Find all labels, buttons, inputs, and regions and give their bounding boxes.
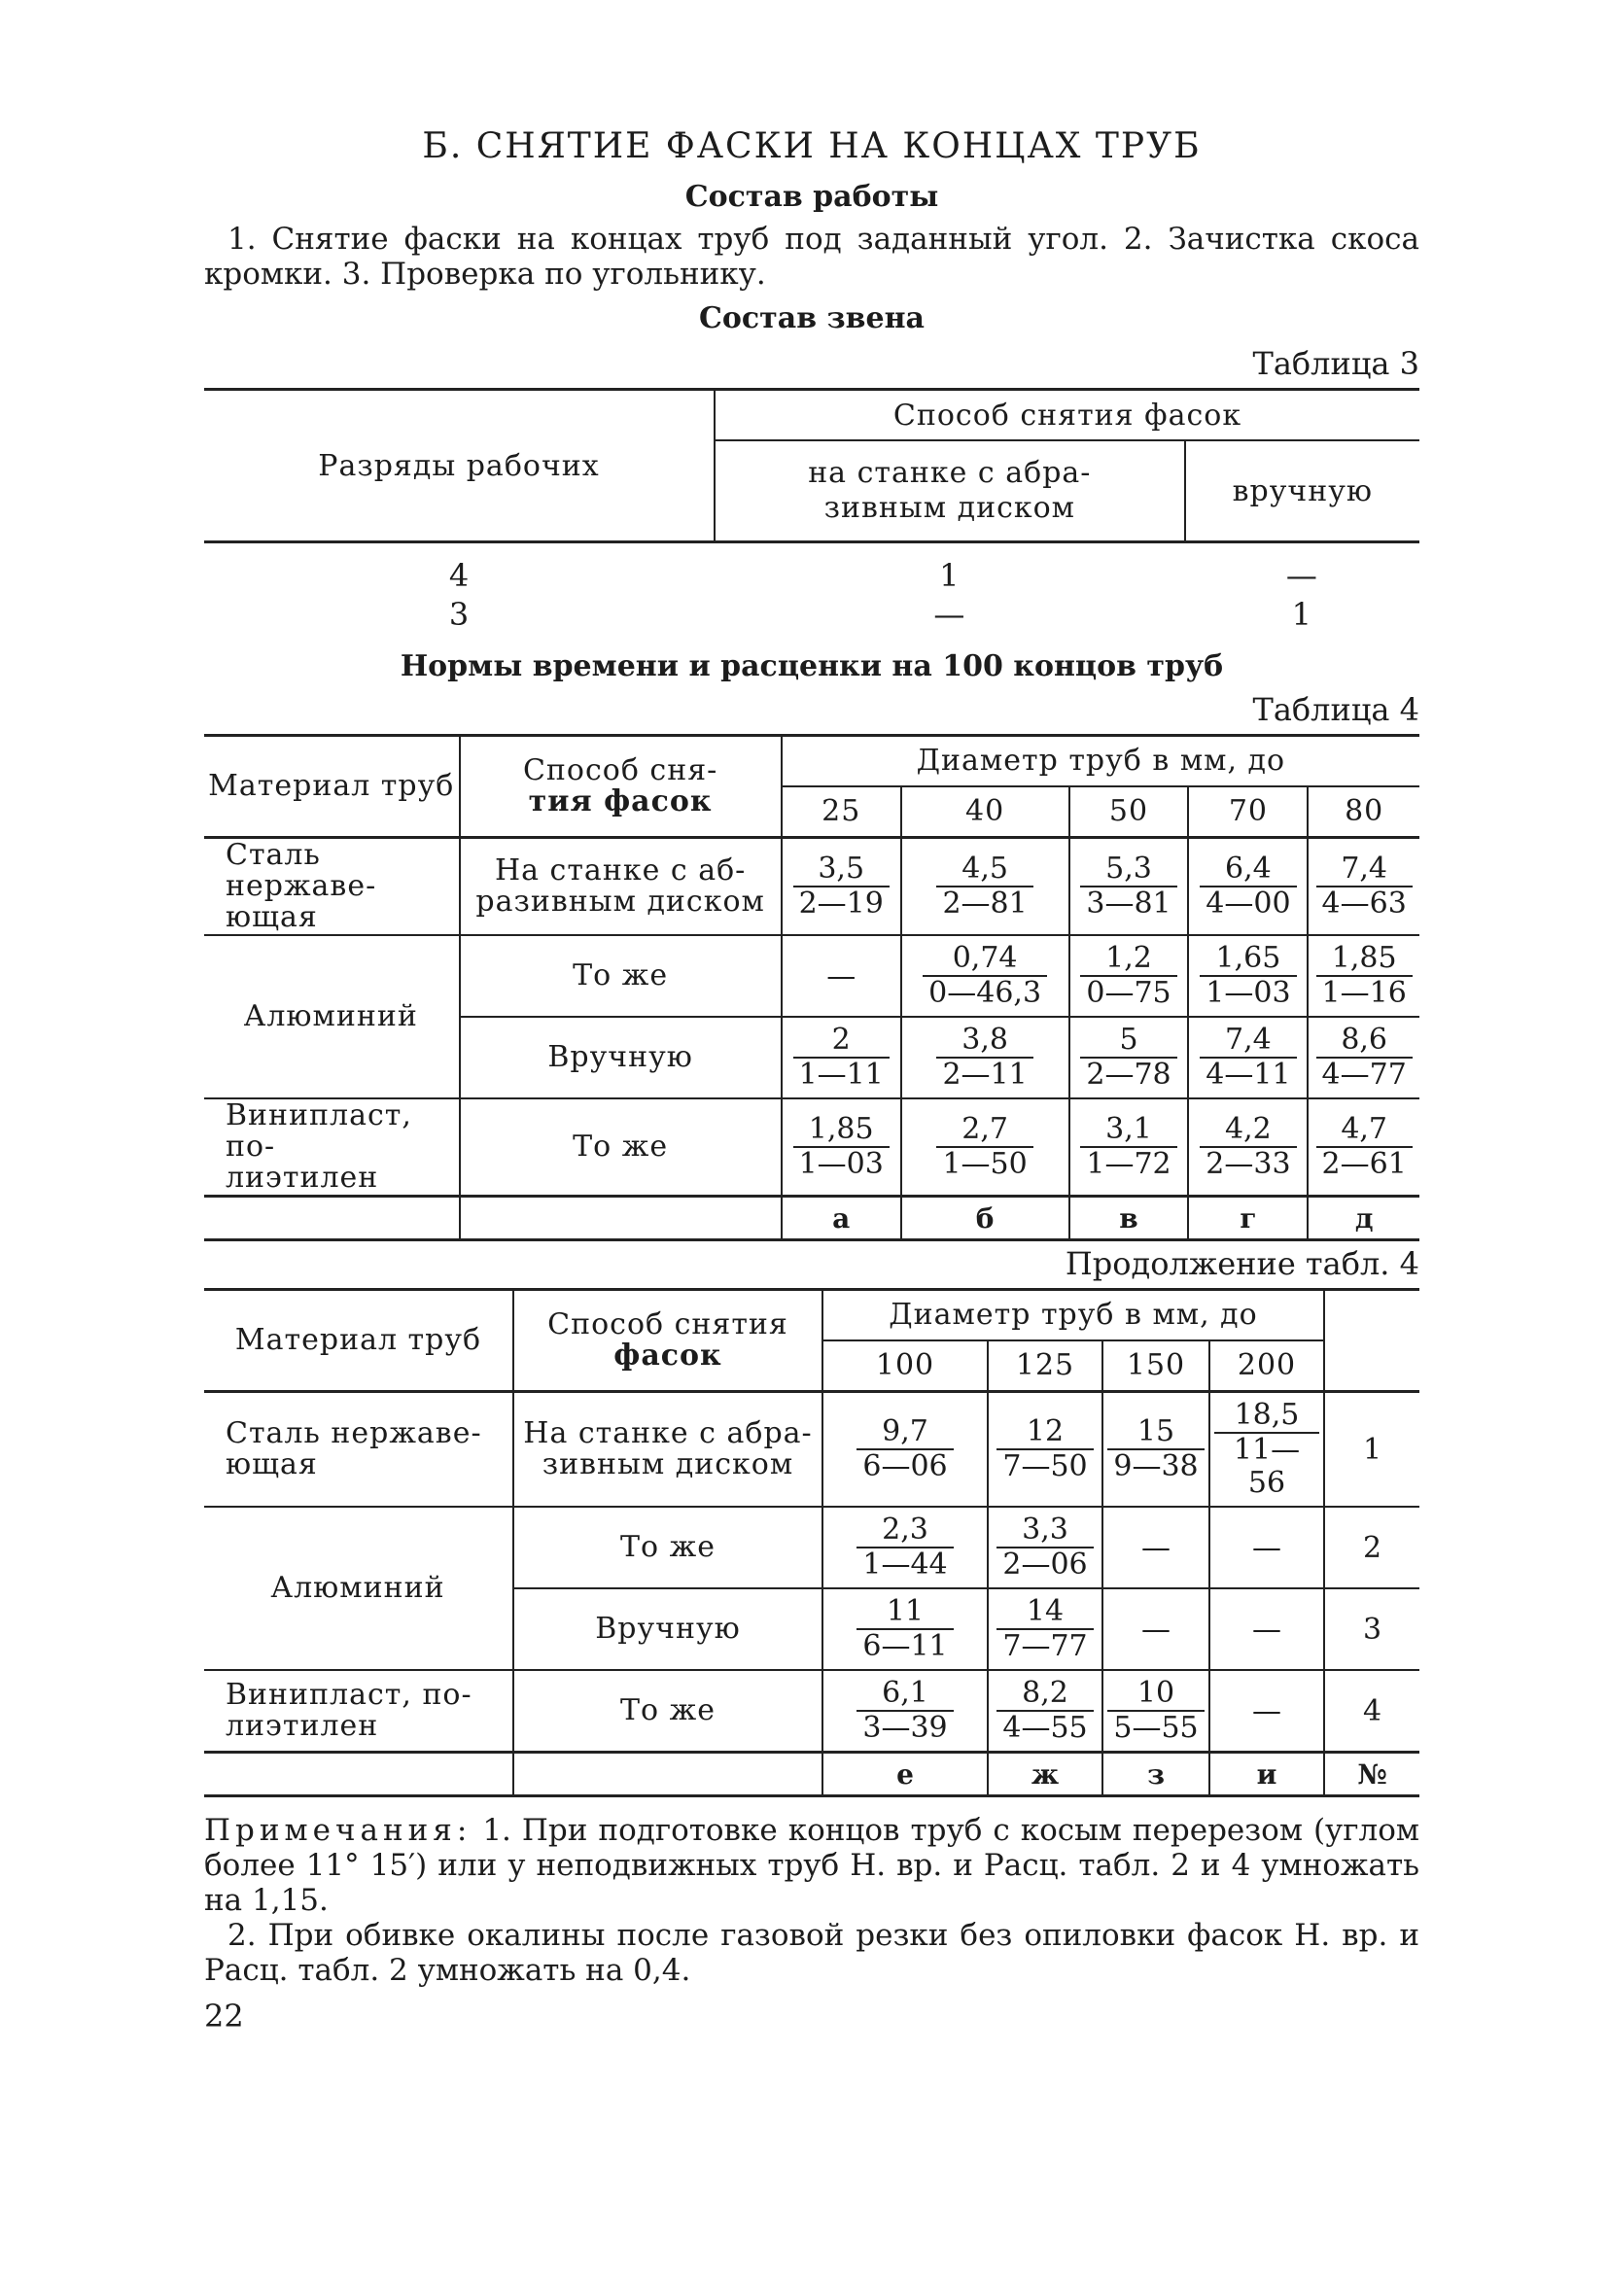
- norm-fraction: [1214, 1399, 1319, 1500]
- t4c-row-number: 3: [1324, 1588, 1419, 1670]
- rate-price: 2—81: [942, 887, 1028, 921]
- norm-fraction: [996, 1513, 1093, 1582]
- table-row: [204, 1392, 1419, 1508]
- t4-letter-blank: [204, 1197, 460, 1240]
- t4-material-vinyl: [204, 1098, 460, 1197]
- rate-cell: [988, 1670, 1102, 1753]
- rate-price: 2—33: [1206, 1147, 1291, 1181]
- time-norm: —: [1252, 1612, 1281, 1647]
- table4-cont-label: Продолжение табл. 4: [1065, 1245, 1419, 1282]
- rate-cell: [1069, 935, 1189, 1017]
- rate-cell: [1209, 1507, 1324, 1588]
- col-rank: Разряды рабочих: [204, 390, 715, 542]
- t4c-material-steel-l2: ющая: [226, 1447, 318, 1481]
- t4-method-same: То же: [460, 1098, 782, 1197]
- rate-cell: [1069, 838, 1189, 936]
- rate-cell: [901, 1017, 1069, 1098]
- t4-method-same: То же: [460, 935, 782, 1017]
- rate-price: 5—55: [1113, 1711, 1199, 1745]
- rate-cell: [1209, 1392, 1324, 1508]
- time-norm: 3,1: [1080, 1113, 1176, 1148]
- norm-fraction: [1316, 942, 1413, 1010]
- t4c-col-method-l2: фасок: [613, 1339, 722, 1373]
- rate-cell: [1308, 1098, 1419, 1197]
- rate-price: 1—50: [942, 1147, 1028, 1181]
- norm-fraction: [923, 942, 1047, 1010]
- rate-price: 1—72: [1086, 1147, 1171, 1181]
- norm-fraction: [1200, 1024, 1296, 1092]
- t4-material-aluminium: Алюминий: [204, 935, 460, 1098]
- rate-cell: [988, 1392, 1102, 1508]
- table-row: [204, 838, 1419, 936]
- work-heading: Состав работы: [684, 180, 939, 214]
- rate-cell: [822, 1392, 988, 1508]
- t4c-letter-blank: [204, 1753, 513, 1796]
- rate-price: 4—55: [1002, 1711, 1088, 1745]
- rate-price: 4—00: [1206, 887, 1291, 921]
- t4-letter: в: [1069, 1197, 1189, 1240]
- manual-cell: —: [1285, 557, 1318, 594]
- rate-price: 7—50: [1002, 1449, 1088, 1483]
- note-1: [204, 1813, 1419, 1918]
- t4c-diameter: 125: [988, 1340, 1102, 1392]
- table-row: [204, 1670, 1419, 1753]
- t4c-material-steel: [204, 1392, 513, 1508]
- norm-fraction: [936, 1113, 1032, 1181]
- norm-fraction: [856, 1677, 953, 1745]
- norm-fraction: [1200, 942, 1296, 1010]
- time-norm: 1,85: [793, 1113, 890, 1148]
- rate-price: 11—56: [1233, 1433, 1301, 1500]
- rate-cell: [782, 838, 901, 936]
- t4c-method-station-l1: На станке с абра-: [523, 1416, 813, 1450]
- time-norm: —: [1252, 1693, 1281, 1728]
- manual-cell: 1: [1291, 596, 1312, 633]
- rate-cell: [822, 1507, 988, 1588]
- table-3: [204, 388, 1419, 634]
- note-1-text: 1. При подготовке концов труб с косым перерезом (углом более 11° 15′) или у неподвижных труб Н. вр. и Расц. табл. 2 и 4 умножать на 1,15.: [204, 1813, 1419, 1918]
- t4c-material-vinyl-l2: лиэтилен: [226, 1709, 379, 1743]
- t4c-letter: з: [1102, 1753, 1209, 1796]
- t4c-diameter: 200: [1209, 1340, 1324, 1392]
- col-station: [715, 440, 1185, 542]
- time-norm: —: [826, 958, 856, 993]
- crew-heading: Состав звена: [699, 301, 925, 335]
- norm-fraction: [793, 852, 890, 921]
- rate-price: 0—46,3: [928, 976, 1042, 1010]
- t4c-material-steel-l1: Сталь нержаве-: [226, 1416, 482, 1450]
- rate-price: 2—61: [1321, 1147, 1407, 1181]
- table3-label: Таблица 3: [1252, 345, 1419, 382]
- time-norm: 12: [996, 1415, 1093, 1450]
- rate-price: 1—44: [862, 1548, 948, 1582]
- time-norm: 15: [1107, 1415, 1204, 1450]
- t4c-col-rowno: [1324, 1290, 1419, 1392]
- rate-cell: [782, 935, 901, 1017]
- rate-cell: [822, 1588, 988, 1670]
- rate-cell: [988, 1507, 1102, 1588]
- rate-price: 4—63: [1321, 887, 1407, 921]
- t4-col-method-l1: Способ сня-: [522, 753, 718, 787]
- rate-cell: [1308, 935, 1419, 1017]
- rate-cell: [1209, 1588, 1324, 1670]
- time-norm: 3,8: [936, 1024, 1032, 1059]
- time-norm: 18,5: [1214, 1399, 1319, 1434]
- t4-material-vinyl-l1: Винипласт, по-: [226, 1098, 412, 1164]
- rate-cell: [1188, 935, 1308, 1017]
- rate-price: 2—11: [942, 1058, 1028, 1092]
- norm-fraction: [936, 1024, 1032, 1092]
- t4-material-steel: [204, 838, 460, 936]
- page-number: 22: [204, 1998, 244, 2035]
- rate-cell: [1188, 1098, 1308, 1197]
- t4-col-material: Материал труб: [204, 736, 460, 838]
- time-norm: 6,4: [1200, 852, 1296, 887]
- t4-letter: д: [1354, 1201, 1374, 1235]
- rate-cell: [901, 838, 1069, 936]
- t4c-diameter: 100: [822, 1340, 988, 1392]
- time-norm: 3,3: [996, 1513, 1093, 1548]
- rate-price: 3—39: [862, 1711, 948, 1745]
- norm-fraction: [1107, 1415, 1204, 1483]
- rate-price: 1—03: [798, 1147, 884, 1181]
- t4-material-steel-l2: ющая: [226, 900, 318, 934]
- t4c-method-same: То же: [513, 1507, 822, 1588]
- table-row: [204, 542, 1419, 596]
- t4-method-manual: Вручную: [460, 1017, 782, 1098]
- rate-cell: [782, 1017, 901, 1098]
- time-norm: 2,7: [936, 1113, 1032, 1148]
- t4c-method-manual: Вручную: [513, 1588, 822, 1670]
- norm-fraction: [1316, 852, 1413, 921]
- col-manual: вручную: [1185, 440, 1419, 542]
- t4-method-station: [460, 838, 782, 936]
- t4-diameter: 50: [1069, 786, 1189, 838]
- t4c-letter: ж: [988, 1753, 1102, 1796]
- t4-col-diameter: Диаметр труб в мм, до: [782, 736, 1419, 787]
- t4-diameter: 70: [1188, 786, 1308, 838]
- time-norm: 2: [793, 1024, 890, 1059]
- norm-fraction: [856, 1415, 953, 1483]
- rate-cell: [1102, 1670, 1209, 1753]
- t4-diameter: 80: [1308, 786, 1419, 838]
- rate-cell: [1188, 1017, 1308, 1098]
- t4-letter: б: [901, 1197, 1069, 1240]
- t4-col-method-l2: тия фасок: [528, 784, 713, 818]
- t4-material-steel-l1: Сталь нержаве-: [226, 838, 377, 903]
- t4c-material-aluminium: Алюминий: [204, 1507, 513, 1670]
- rate-price: 6—11: [862, 1629, 948, 1663]
- rate-cell: [782, 1098, 901, 1197]
- rank-cell: 4: [448, 557, 471, 594]
- t4-method-station-l2: разивным диском: [475, 885, 765, 919]
- t4c-diameter: 150: [1102, 1340, 1209, 1392]
- time-norm: 9,7: [856, 1415, 953, 1450]
- rate-cell: [822, 1670, 988, 1753]
- t4-letters-row: [204, 1197, 1419, 1240]
- table-row: [204, 1507, 1419, 1588]
- norm-fraction: [1080, 1113, 1176, 1181]
- station-cell: 1: [939, 557, 961, 594]
- time-norm: 4,5: [936, 852, 1032, 887]
- t4-method-station-l1: На станке с аб-: [494, 853, 747, 887]
- time-norm: 7,4: [1200, 1024, 1296, 1059]
- note-2: 2. При обивке окалины после газовой резки без опиловки фасок Н. вр. и Расц. табл. 2 умножать на 0,4.: [204, 1918, 1419, 1988]
- rate-price: 6—06: [862, 1449, 948, 1483]
- rate-price: 4—77: [1321, 1058, 1407, 1092]
- t4c-material-vinyl: [204, 1670, 513, 1753]
- rate-cell: [1069, 1017, 1189, 1098]
- norm-fraction: [1200, 852, 1296, 921]
- t4c-letter-blank: [513, 1753, 822, 1796]
- t4c-method-station-l2: зивным диском: [542, 1447, 794, 1481]
- col-station-line1: на станке с абра-: [808, 456, 1092, 490]
- time-norm: 1,2: [1080, 942, 1176, 977]
- t4c-col-method: [513, 1290, 822, 1392]
- norm-fraction: [1316, 1024, 1413, 1092]
- norm-fraction: [1200, 1113, 1296, 1181]
- t4-letter: а: [782, 1197, 901, 1240]
- time-norm: —: [1141, 1612, 1171, 1647]
- norm-fraction: [1107, 1677, 1204, 1745]
- time-norm: 3,5: [793, 852, 890, 887]
- t4c-letter: №: [1357, 1757, 1387, 1791]
- t4-material-vinyl-l2: лиэтилен: [226, 1161, 379, 1195]
- time-norm: 10: [1107, 1677, 1204, 1712]
- col-method: Способ снятия фасок: [715, 390, 1419, 441]
- rate-cell: [988, 1588, 1102, 1670]
- t4c-method-station: [513, 1392, 822, 1508]
- work-text: 1. Снятие фаски на концах труб под заданный угол. 2. Зачистка скоса кромки. 3. Проверка по угольнику.: [204, 222, 1419, 292]
- time-norm: 11: [856, 1595, 953, 1630]
- t4c-col-diameter: Диаметр труб в мм, до: [822, 1290, 1324, 1341]
- rate-cell: [901, 1098, 1069, 1197]
- time-norm: 0,74: [923, 942, 1047, 977]
- rate-price: 7—77: [1002, 1629, 1088, 1663]
- norm-fraction: [996, 1595, 1093, 1663]
- rank-cell: 3: [448, 596, 471, 633]
- rate-price: 1—03: [1206, 976, 1291, 1010]
- rate-price: 1—11: [798, 1058, 884, 1092]
- norm-fraction: [793, 1024, 890, 1092]
- t4c-col-method-l1: Способ снятия: [547, 1307, 788, 1341]
- rate-price: 9—38: [1113, 1449, 1199, 1483]
- time-norm: 8,2: [996, 1677, 1093, 1712]
- col-station-line2: зивным диском: [823, 491, 1076, 525]
- time-norm: 4,7: [1316, 1113, 1413, 1148]
- t4c-method-same: То же: [513, 1670, 822, 1753]
- time-norm: 2,3: [856, 1513, 953, 1548]
- t4-diameter: 25: [782, 786, 901, 838]
- t4-diameter: 40: [901, 786, 1069, 838]
- time-norm: 8,6: [1316, 1024, 1413, 1059]
- t4c-material-vinyl-l1: Винипласт, по-: [226, 1678, 472, 1712]
- rate-price: 2—78: [1086, 1058, 1171, 1092]
- rate-price: 4—11: [1206, 1058, 1291, 1092]
- t4c-col-material: Материал труб: [204, 1290, 513, 1392]
- norm-fraction: [1080, 942, 1176, 1010]
- norm-fraction: [1080, 1024, 1176, 1092]
- t4c-letters-row: [204, 1753, 1419, 1796]
- time-norm: 1,65: [1200, 942, 1296, 977]
- rate-cell: [1308, 1017, 1419, 1098]
- rate-cell: [1308, 838, 1419, 936]
- t4c-row-number: 2: [1324, 1507, 1419, 1588]
- rate-price: 2—19: [798, 887, 884, 921]
- time-norm: 6,1: [856, 1677, 953, 1712]
- time-norm: 14: [996, 1595, 1093, 1630]
- table-4: [204, 734, 1419, 1241]
- norm-fraction: [856, 1595, 953, 1663]
- t4c-letter: и: [1209, 1753, 1324, 1796]
- time-norm: —: [1141, 1530, 1171, 1565]
- rate-cell: [1102, 1507, 1209, 1588]
- document-page: [204, 126, 1419, 2035]
- rate-price: 1—16: [1321, 976, 1407, 1010]
- rate-cell: [1209, 1670, 1324, 1753]
- table-row: [204, 1098, 1419, 1197]
- norm-fraction: [1316, 1113, 1413, 1181]
- norm-fraction: [793, 1113, 890, 1181]
- t4c-row-number: 4: [1324, 1670, 1419, 1753]
- station-cell: —: [933, 596, 966, 633]
- t4c-letter: е: [822, 1753, 988, 1796]
- time-norm: 4,2: [1200, 1113, 1296, 1148]
- t4-letter-blank: [460, 1197, 782, 1240]
- table-row: [204, 935, 1419, 1017]
- table4-label: Таблица 4: [1252, 691, 1419, 728]
- time-norm: —: [1252, 1530, 1281, 1565]
- t4-col-method: [460, 736, 782, 838]
- rate-price: 0—75: [1086, 976, 1171, 1010]
- rate-cell: [1102, 1392, 1209, 1508]
- norms-heading: Нормы времени и расценки на 100 концов труб: [400, 649, 1224, 683]
- section-title: Б. СНЯТИЕ ФАСКИ НА КОНЦАХ ТРУБ: [422, 126, 1202, 166]
- rate-cell: [1069, 1098, 1189, 1197]
- rate-cell: [901, 935, 1069, 1017]
- time-norm: 1,85: [1316, 942, 1413, 977]
- t4-letter: г: [1188, 1197, 1308, 1240]
- rate-price: 3—81: [1086, 887, 1171, 921]
- rate-cell: [1102, 1588, 1209, 1670]
- norm-fraction: [1080, 852, 1176, 921]
- time-norm: 5,3: [1080, 852, 1176, 887]
- table-row: [204, 595, 1419, 634]
- rate-price: 2—06: [1002, 1548, 1088, 1582]
- norm-fraction: [936, 852, 1032, 921]
- time-norm: 5: [1080, 1024, 1176, 1059]
- t4c-row-number: 1: [1324, 1392, 1419, 1508]
- rate-cell: [1188, 838, 1308, 936]
- table-4-continued: [204, 1288, 1419, 1797]
- notes-label: Примечания:: [204, 1813, 472, 1848]
- norm-fraction: [856, 1513, 953, 1582]
- norm-fraction: [996, 1415, 1093, 1483]
- norm-fraction: [996, 1677, 1093, 1745]
- time-norm: 7,4: [1316, 852, 1413, 887]
